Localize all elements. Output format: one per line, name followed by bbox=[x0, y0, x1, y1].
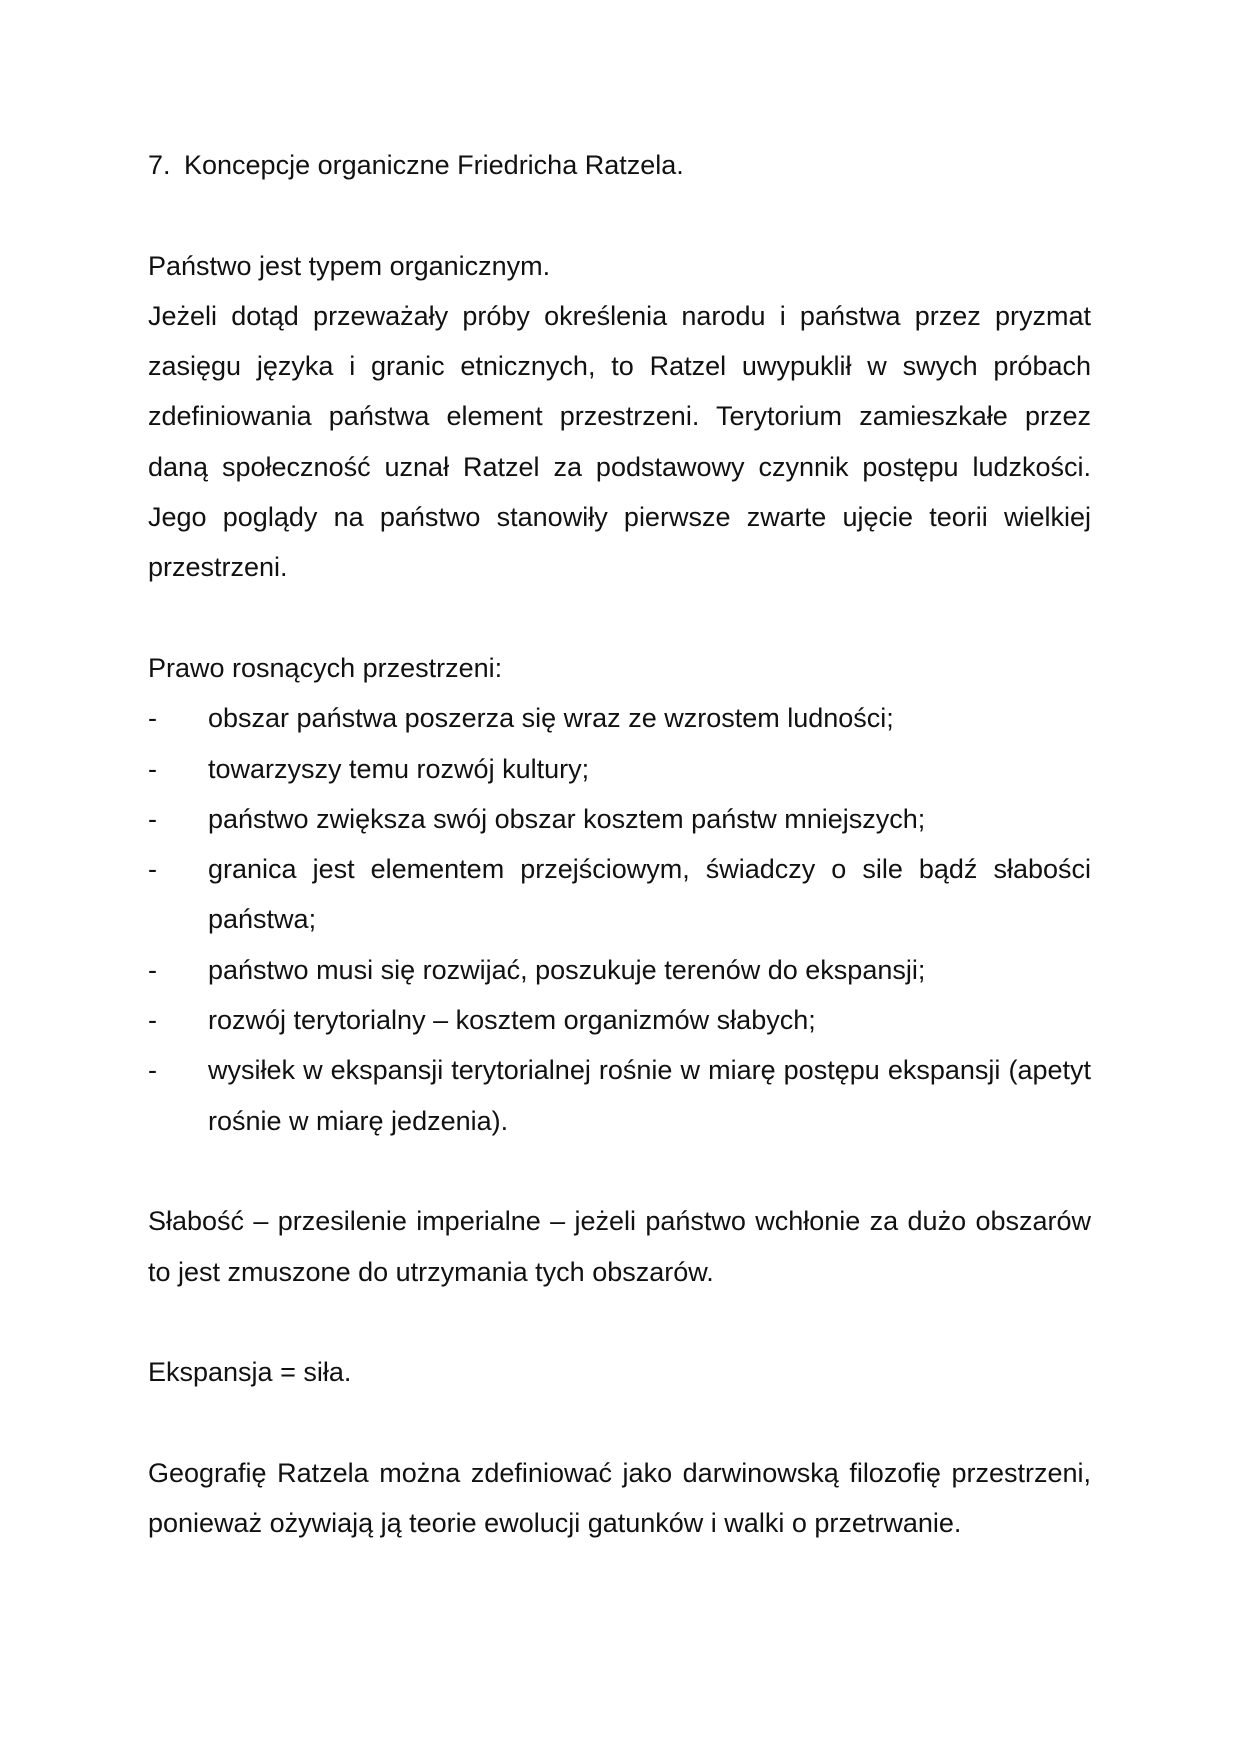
spacer bbox=[148, 1397, 1091, 1447]
paragraph-weakness: Słabość – przesilenie imperialne – jeżeli państwo wchłonie za dużo obszarów to jest zmuszone do utrzymania tych obszarów. bbox=[148, 1206, 1091, 1287]
bullet-dash: - bbox=[148, 1005, 157, 1036]
paragraph-geography: Geografię Ratzela można zdefiniować jako darwinowską filozofię przestrzeni, ponieważ ożywiają ją teorie ewolucji gatunków i walki o przetrwanie. bbox=[148, 1457, 1091, 1539]
list-item bbox=[148, 995, 1091, 1045]
list-item bbox=[148, 945, 1091, 995]
law-list bbox=[148, 693, 1091, 1146]
intro-line: Państwo jest typem organicznym. bbox=[148, 250, 551, 281]
law-heading: Prawo rosnących przestrzeni: bbox=[148, 652, 503, 683]
section-heading bbox=[148, 140, 1091, 190]
list-item-text: towarzyszy temu rozwój kultury; bbox=[208, 753, 590, 784]
list-item-text: rozwój terytorialny – kosztem organizmów słabych; bbox=[208, 1005, 816, 1036]
spacer bbox=[148, 190, 1091, 240]
bullet-dash: - bbox=[148, 1055, 157, 1086]
spacer bbox=[148, 593, 1091, 643]
bullet-dash: - bbox=[148, 803, 157, 834]
list-item-text: wysiłek w ekspansji terytorialnej rośnie w miarę postępu ekspansji (apetyt rośnie w miarę jedzenia). bbox=[208, 1055, 1091, 1136]
list-item-text: państwo zwiększa swój obszar kosztem państw mniejszych; bbox=[208, 803, 926, 834]
spacer bbox=[148, 1297, 1091, 1347]
list-item-text: obszar państwa poszerza się wraz ze wzrostem ludności; bbox=[208, 703, 894, 734]
bullet-dash: - bbox=[148, 854, 157, 885]
list-item bbox=[148, 1045, 1091, 1146]
bullet-dash: - bbox=[148, 954, 157, 985]
bullet-dash: - bbox=[148, 753, 157, 784]
spacer bbox=[148, 1146, 1091, 1196]
list-item bbox=[148, 794, 1091, 844]
paragraph-ratzel-space: Jeżeli dotąd przeważały próby określenia narodu i państwa przez pryzmat zasięgu języka i granic etnicznych, to Ratzel uwypuklił w swych próbach zdefiniowania państwa element przestrzeni. Terytorium zamieszkałe przez daną społeczność uznał Ratzel za podstawowy czynnik postępu ludzkości. Jego poglądy na państwo stanowiły pierwsze zwarte ujęcie teorii wielkiej przestrzeni. bbox=[148, 300, 1091, 583]
list-item bbox=[148, 744, 1091, 794]
document-page bbox=[148, 140, 1091, 1548]
list-item-text: państwo musi się rozwijać, poszukuje terenów do ekspansji; bbox=[208, 954, 926, 985]
section-number: 7. bbox=[148, 150, 171, 180]
expansion-line: Ekspansja = siła. bbox=[148, 1357, 352, 1388]
section-title: Koncepcje organiczne Friedricha Ratzela. bbox=[184, 150, 684, 180]
list-item bbox=[148, 844, 1091, 945]
list-item-text: granica jest elementem przejściowym, świadczy o sile bądź słabości państwa; bbox=[208, 854, 1091, 935]
bullet-dash: - bbox=[148, 703, 157, 734]
list-item bbox=[148, 693, 1091, 743]
